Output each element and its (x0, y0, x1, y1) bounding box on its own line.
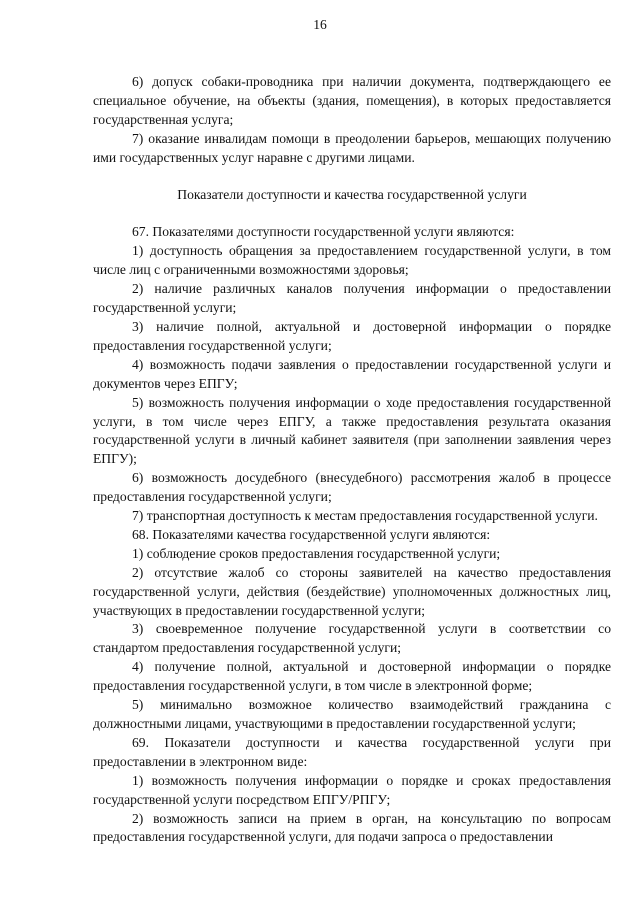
paragraph: 69. Показатели доступности и качества государственной услуги при предоставлении в электронном виде: (93, 734, 611, 769)
paragraph: 7) оказание инвалидам помощи в преодолении барьеров, мешающих получению ими государственных услуг наравне с другими лицами. (93, 130, 611, 165)
page-number: 16 (313, 17, 327, 32)
paragraph: 1) возможность получения информации о порядке и сроках предоставления государственной услуги посредством ЕПГУ/РПГУ; (93, 772, 611, 807)
paragraph: 6) возможность досудебного (внесудебного) рассмотрения жалоб в процессе предоставления государственной услуги; (93, 470, 611, 505)
paragraph: 1) соблюдение сроков предоставления государственной услуги; (132, 545, 501, 561)
paragraph: 3) наличие полной, актуальной и достоверной информации о порядке предоставления государственной услуги; (93, 318, 611, 353)
paragraph: 7) транспортная доступность к местам предоставления государственной услуги. (132, 508, 598, 524)
paragraph: 5) минимально возможное количество взаимодействий гражданина с должностными лицами, участвующими в предоставлении государственной услуги; (93, 697, 611, 731)
paragraph: 67. Показателями доступности государственной услуги являются: (132, 224, 515, 240)
paragraph: 1) доступность обращения за предоставлением государственной услуги, в том числе лиц с ограниченными возможностями здоровья; (93, 243, 611, 278)
paragraph: 2) возможность записи на прием в орган, на консультацию по вопросам предоставления государственной услуги, для подачи запроса о предоставлении (93, 810, 611, 845)
paragraph: 68. Показателями качества государственной услуги являются: (132, 526, 491, 542)
paragraph: 5) возможность получения информации о ходе предоставления государственной услуги, в том числе через ЕПГУ, а также предоставления результата оказания государственной услуги в личный кабинет заявителя (при заполнении заявления через ЕПГУ); (93, 394, 611, 467)
paragraph: 4) возможность подачи заявления о предоставлении государственной услуги и документов через ЕПГУ; (93, 356, 611, 391)
section-heading: Показатели доступности и качества государственной услуги (177, 186, 527, 202)
paragraph: 6) допуск собаки-проводника при наличии документа, подтверждающего ее специальное обучение, на объекты (здания, помещения), в которых предоставляется государственная услуга; (93, 74, 611, 127)
document-body (93, 73, 611, 847)
paragraph: 3) своевременное получение государственной услуги в соответствии со стандартом предоставления государственной услуги; (93, 621, 611, 656)
paragraph: 4) получение полной, актуальной и достоверной информации о порядке предоставления государственной услуги, в том числе в электронной форме; (93, 659, 611, 694)
paragraph: 2) отсутствие жалоб со стороны заявителей на качество предоставления государственной услуги, действия (бездействие) уполномоченных должностных лиц, участвующих в предоставлении государственной услуги; (93, 564, 611, 618)
paragraph: 2) наличие различных каналов получения информации о предоставлении государственной услуги; (93, 281, 611, 316)
